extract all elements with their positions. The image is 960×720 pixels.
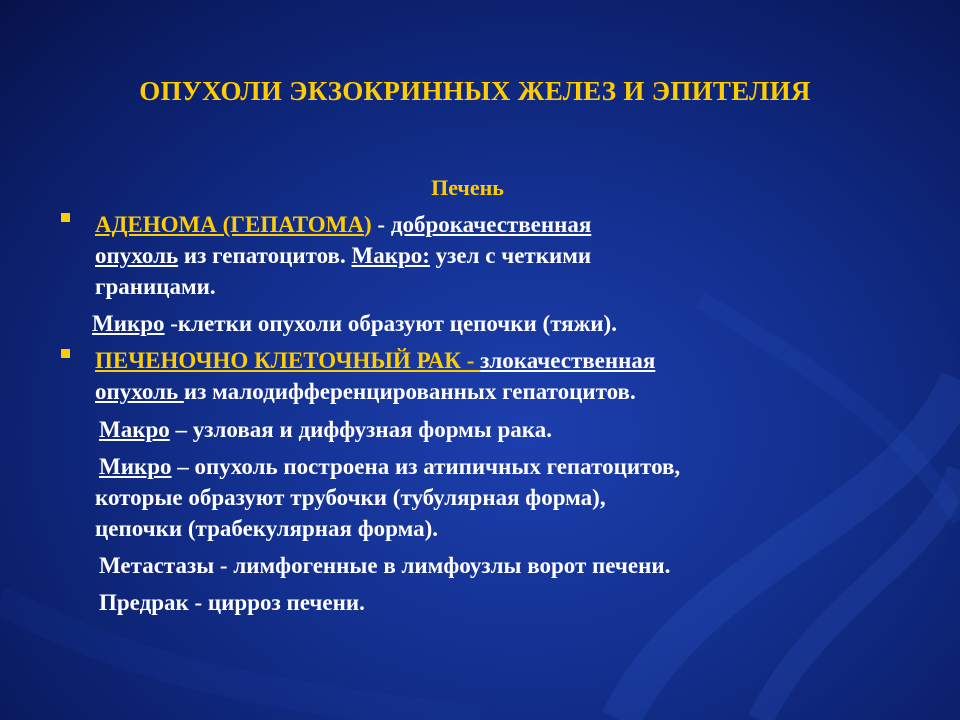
adenoma-micro-line: Микро -клетки опухоли образуют цепочки (тяжи).: [92, 311, 617, 336]
adenoma-line-1: АДЕНОМА (ГЕПАТОМА) - доброкачественная: [95, 212, 592, 237]
cancer-micro-label: Микро: [99, 454, 172, 479]
cancer-macro-label: Макро: [99, 417, 170, 442]
adenoma-line-3: границами.: [95, 274, 216, 299]
adenoma-term: АДЕНОМА (ГЕПАТОМА: [95, 212, 364, 237]
cancer-macro-line: Макро – узловая и диффузная формы рака.: [99, 417, 552, 442]
benign-word: доброкачественная: [390, 212, 592, 237]
adenoma-micro-label: Микро: [92, 311, 165, 336]
cancer-line-1: [95, 346, 655, 376]
cancer-micro-line-1: Микро – опухоль построена из атипичных гепатоцитов,: [99, 454, 681, 479]
cancer-micro-line-2: которые образуют трубочки (тубулярная форма),: [95, 485, 606, 510]
adenoma-line-2: опухоль из гепатоцитов. Макро: узел с четкими: [95, 243, 592, 268]
cancer-line-2: опухоль из малодифференцированных гепатоцитов.: [95, 379, 636, 404]
slide-title: ОПУХОЛИ ЭКЗОКРИННЫХ ЖЕЛЕЗ И ЭПИТЕЛИЯ: [139, 76, 811, 106]
precancer-line: Предрак - цирроз печени.: [99, 590, 365, 615]
cancer-micro-line-3: цепочки (трабекулярная форма).: [95, 516, 438, 541]
cancer-term: ПЕЧЕНОЧНО КЛЕТОЧНЫЙ РАК -: [95, 348, 481, 373]
adenoma-macro-label: Макро:: [351, 243, 430, 268]
malignant-word: злокачественная: [480, 348, 656, 373]
section-subtitle: Печень: [431, 175, 504, 200]
metastases-line: Метастазы - лимфогенные в лимфоузлы ворот печени.: [99, 553, 671, 578]
bullet-marker-adenoma: [61, 213, 70, 222]
bullet-marker-cancer: [61, 349, 70, 358]
